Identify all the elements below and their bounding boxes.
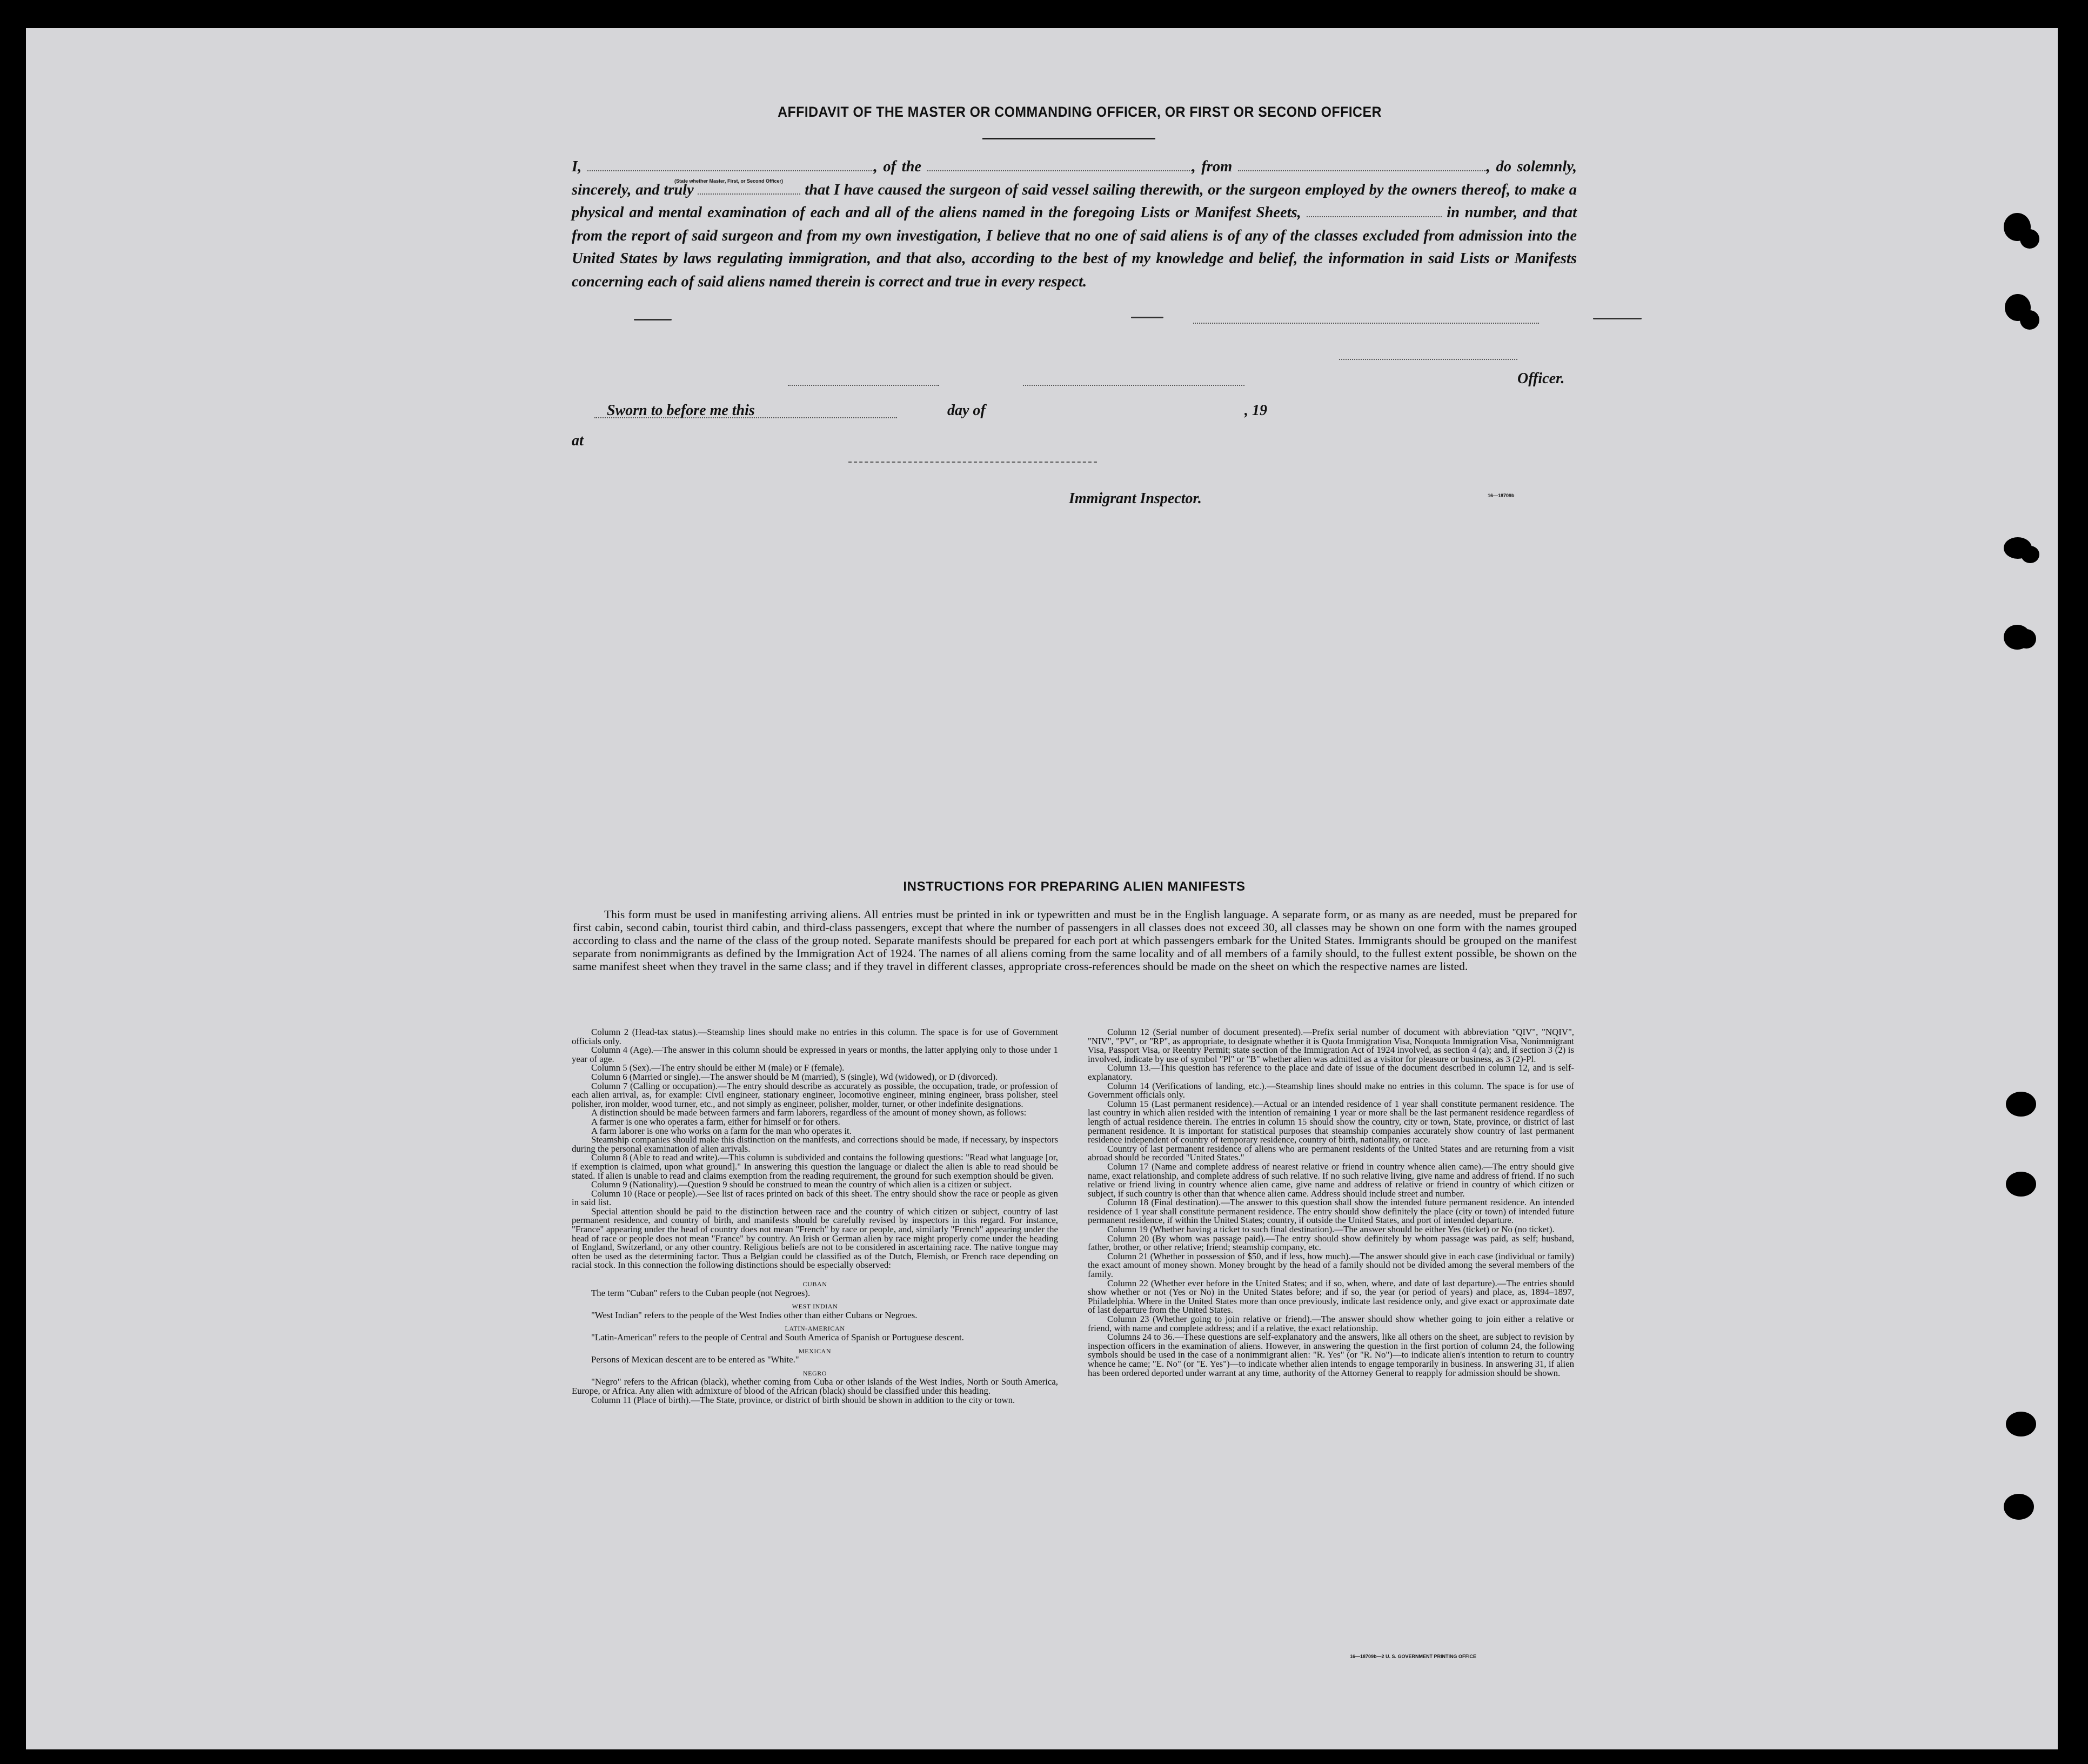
instruction-paragraph: Columns 24 to 36.—These questions are self-explanatory and the answers, like all others on the sheet, are subject to revision by inspection officers in the examination of aliens. However, in answering the question in the first portion of column 24, the following symbols should be used in the case of a nonimmigrant alien: "R. Yes" (or "R. No")—to indicate alien's intention to return to country whence he came; "E. No" (or "E. Yes")—to indicate whether alien intends to engage temporarily in business. In answering 31, if alien has been ordered deported under warrant at any time, authority of the Attorney General to reapply for admission should be shown.	[1088, 1332, 1574, 1378]
instruction-paragraph: Column 15 (Last permanent residence).—Actual or an intended residence of 1 year shall constitute permanent residence. The last country in which alien resided with the intention of remaining 1 year or more shall be the last permanent residence regardless of length of actual residence therein. The entries in column 15 should show the country, city or town, State, province, or district of last permanent residence. It is important for statistical purposes that steamship companies accurately show country of last permanent residence independent of country of temporary residence, country of birth, nationality, or race.	[1088, 1098, 1574, 1145]
instruction-paragraph: Special attention should be paid to the distinction between race and the country of which citizen or subject, country of last permanent residence, and country of birth, and manifests should be carefully revised by inspectors in this regard. For instance, "France" appearing under the head of country does not mean "French" by race or people, and, similarly "French" appearing under the head of race or people does not mean "France" by country. An Irish or German alien by race might properly come under the heading of England, Switzerland, or any other country. Religious beliefs are not to be considered in ascertaining race. The native tongue may often be used as the determining factor. Thus a Belgian could be classified as of the Dutch, Flemish, or French race depending on racial stock. In this connection the following distinctions should be especially observed:	[572, 1206, 1058, 1271]
punch-hole	[2006, 1412, 2036, 1436]
manifest-sheet	[26, 28, 2058, 1749]
punch-hole	[2017, 629, 2036, 649]
instruction-paragraph: Column 17 (Name and complete address of nearest relative or friend in country whence alien came).—The entry should give name, exact relationship, and complete address of such relative. If no such relative living, give name and address of friend. If no such relative or friend living in country whence alien came, give name and address of relative or friend in country of which citizen or subject, if such country is other than that whence alien came. Address should include street and number.	[1088, 1161, 1574, 1199]
definition-heading: CUBAN	[802, 1280, 827, 1288]
sworn-day-blank[interactable]	[788, 385, 939, 386]
inspector-signature-line[interactable]	[848, 462, 1097, 463]
instruction-paragraph: Column 13.—This question has reference to the place and date of issue of the document described in column 12, and is self-explanatory.	[1088, 1063, 1574, 1082]
instruction-paragraph: Column 23 (Whether going to join relative or friend).—The answer should show whether going to join either a relative or friend, with name and complete address; and if a relative, the exact relationship.	[1088, 1314, 1574, 1333]
instruction-paragraph: Steamship companies should make this distinction on the manifests, and corrections should be made, if necessary, by inspectors during the personal examination of alien arrivals.	[572, 1134, 1058, 1154]
port-blank[interactable]	[1238, 158, 1487, 171]
definition-heading: MEXICAN	[798, 1347, 832, 1355]
punch-hole	[2006, 1092, 2036, 1117]
count-blank[interactable]	[1307, 204, 1442, 217]
at-label: at	[572, 432, 584, 449]
definition-heading: WEST INDIAN	[792, 1302, 838, 1311]
signature-line[interactable]	[1193, 323, 1539, 324]
instruction-paragraph: Column 21 (Whether in possession of $50, and if less, how much).—The answer should give in each case (individual or family) the exact amount of money shown. Money brought by the head of a family should not be divided among the several members of the family.	[1088, 1251, 1574, 1280]
instruction-paragraph: Column 6 (Married or single).—The answer should be M (married), S (single), Wd (widowed), or D (divorced).	[591, 1071, 998, 1082]
printing-office-footer: 16—18709b—2 U. S. GOVERNMENT PRINTING OFFICE	[1350, 1654, 1477, 1659]
instruction-paragraph: Column 11 (Place of birth).—The State, province, or district of birth should be shown in addition to the city or town.	[591, 1394, 1015, 1405]
intro-text: This form must be used in manifesting arriving aliens. All entries must be printed in ink or typewritten and must be in the English language. A separate form, or as many as are needed, must be prepared for first cabin, second cabin, tourist third cabin, and third-class passengers, except that where the number of passengers in all classes does not exceed 30, all classes may be shown on one form with the names grouped according to class and the name of the class of the group noted. Separate manifests should be prepared for each port at which passengers embark for the United States. Immigrants should be grouped on the manifest separate from nonimmigrants as defined by the Immigration Act of 1924. The names of all aliens coming from the same locality and of all members of a family should, to the fullest extent possible, be shown on the same manifest sheet when they travel in the same class; and if they travel in different classes, appropriate cross-references should be made on the sheet on which the respective names are listed.	[573, 908, 1577, 973]
instruction-paragraph: A farm laborer is one who works on a farm for the man who operates it.	[591, 1125, 852, 1136]
definition-heading: NEGRO	[802, 1369, 827, 1377]
instruction-paragraph: Column 19 (Whether having a ticket to such final destination).—The answer should be either Yes (ticket) or No (no ticket).	[1107, 1224, 1555, 1235]
day-of-label: day of	[947, 402, 986, 419]
instruction-paragraph: Column 9 (Nationality).—Question 9 should be construed to mean the country of which alien is a citizen or subject.	[591, 1179, 1012, 1190]
instruction-paragraph: Column 4 (Age).—The answer in this column should be expressed in years or months, the latter applying only to those under 1 year of age.	[572, 1045, 1058, 1064]
instruction-paragraph: Column 5 (Sex).—The entry should be either M (male) or F (female).	[591, 1063, 845, 1073]
vessel-blank[interactable]	[927, 158, 1192, 171]
instruction-paragraph: Column 7 (Calling or occupation).—The entry should describe as accurately as possible, the occupation, trade, or profession of each alien arrival, as, for example: Civil engineer, stationary engineer, locomotive engineer, mining engineer, brass polisher, steel polisher, iron molder, wood turner, etc., and not simply as engineer, polisher, molder, turner, or other indefinite designations.	[572, 1080, 1058, 1109]
instructions-intro	[573, 908, 1577, 973]
word-i: I,	[572, 158, 582, 175]
affidavit-text	[572, 156, 1577, 293]
instructions-left-column	[572, 1028, 1058, 1649]
title-rule	[982, 138, 1155, 139]
punch-hole	[2020, 229, 2039, 249]
word-do: , do	[1486, 158, 1511, 175]
sworn-label: Sworn to before me this	[607, 402, 755, 419]
officer-label: Officer.	[1517, 370, 1565, 387]
instruction-paragraph: Column 22 (Whether ever before in the United States; and if so, when, where, and date of last departure).—The entries should show whether or not (Yes or No) in the United States before; and if so, the year (or period of years) and place, as, 1894–1897, Philadelphia. Where in the United States more than once previously, indicate last residence only, and give exact or approximate date of last departure from the United States.	[1088, 1278, 1574, 1315]
instructions-right-column	[1088, 1028, 1574, 1655]
officer-signature-line[interactable]	[1339, 359, 1517, 360]
rank-blank[interactable]	[587, 158, 874, 171]
instruction-paragraph: Country of last permanent residence of aliens who are permanent residents of the United States and are returning from a visit abroad should be recorded "United States."	[1088, 1143, 1574, 1163]
text-that: that I have caused the surgeon of said vessel sailing therewith, or the surgeon employed by the owners thereof, to make a physical and mental examination of each and all of the aliens named in the foregoing Lists or Manifest Sheets,	[572, 181, 1577, 221]
instruction-paragraph: Column 12 (Serial number of document presented).—Prefix serial number of document with abbreviation "QIV", "NQIV", "NIV", "PV", or "RP", as appropriate, to designate whether it is Quota Immigration Visa, Nonquota Immigration Visa, Nonimmigrant Visa, Passport Visa, or Reentry Permit; state section of the Immigration Act of 1924 involved, as section 4 (a); and, if section 3 (2) is involved, indicate by use of symbol "Pl" or "B" whether alien was admitted as a visitor for pleasure or business, as 3 (2)-Pl.	[1088, 1028, 1574, 1064]
form-number: 16—18709b	[1488, 493, 1515, 498]
instruction-paragraph: A distinction should be made between farmers and farm laborers, regardless of the amount of money shown, as follows:	[591, 1107, 1027, 1118]
inspector-label: Immigrant Inspector.	[1069, 490, 1202, 507]
text-in-number: in number, and that from the report of said surgeon and from my own investigation, I believe that no one of said aliens is of any of the classes excluded from admission into the United States by laws regulating immigration, and that also, according to the best of my knowledge and belief, the information in said Lists or Manifests concerning each of said aliens named therein is correct and true in every respect.	[572, 204, 1577, 290]
instruction-paragraph: Column 10 (Race or people).—See list of races printed on back of this sheet. The entry should show the race or people as given in said list.	[572, 1188, 1058, 1208]
instruction-paragraph: Column 18 (Final destination).—The answer to this question shall show the intended future permanent residence. An intended residence of 1 year shall constitute permanent residence. The entry should show definitely the place (city or town) of intended future permanent residence, if within the United States; country, if outside the United States, and port of intended departure.	[1088, 1197, 1574, 1226]
instruction-paragraph: Column 8 (Able to read and write).—This column is subdivided and contains the following questions: "Read what language [or, if exemption is claimed, upon what ground]." In answering this question the language or dialect the alien is able to read should be stated. If alien is unable to read and claims exemption from the reading requirement, the ground for such exemption should be given.	[572, 1152, 1058, 1181]
definition-text: Persons of Mexican descent are to be entered as "White."	[591, 1354, 799, 1365]
word-solemnly: solemnly, sincerely, and truly	[572, 158, 1577, 198]
definition-heading: LATIN-AMERICAN	[785, 1325, 845, 1333]
year-label: , 19	[1244, 402, 1267, 419]
place-blank[interactable]	[594, 417, 897, 418]
ink-mark	[1593, 318, 1642, 319]
definition-text: "Negro" refers to the African (black), whether coming from Cuba or other islands of the West Indies, North or South America, Europe, or Africa. Any alien with admixture of blood of the African (black) should be classified under this heading.	[572, 1377, 1058, 1396]
instruction-paragraph: Column 2 (Head-tax status).—Steamship lines should make no entries in this column. The space is for use of Government officials only.	[572, 1028, 1058, 1046]
punch-hole	[2020, 310, 2039, 330]
sworn-month-blank[interactable]	[1023, 385, 1244, 386]
instruction-paragraph: A farmer is one who operates a farm, either for himself or for others.	[591, 1116, 840, 1127]
punch-hole	[2006, 1172, 2036, 1197]
definition-text: "West Indian" refers to the people of the West Indies other than either Cubans or Negroes.	[591, 1309, 918, 1320]
definition-text: "Latin-American" refers to the people of Central and South America of Spanish or Portuguese descent.	[591, 1332, 964, 1342]
affidavit-title: AFFIDAVIT OF THE MASTER OR COMMANDING OFFICER, OR FIRST OR SECOND OFFICER	[778, 104, 1382, 120]
ink-mark	[1131, 317, 1163, 318]
word-from: , from	[1192, 158, 1233, 175]
instruction-paragraph: Column 14 (Verifications of landing, etc.).—Steamship lines should make no entries in this column. The space is for use of Government officials only.	[1088, 1080, 1574, 1100]
ink-mark	[634, 319, 672, 320]
rank-note: (State whether Master, First, or Second Officer)	[674, 178, 784, 184]
word-of-the: , of the	[873, 158, 922, 175]
definition-text: The term "Cuban" refers to the Cuban people (not Negroes).	[591, 1287, 811, 1298]
instruction-paragraph: Column 20 (By whom was passage paid).—The entry should show definitely by whom passage was paid, as self; husband, father, brother, or other relative; friend; steamship company, etc.	[1088, 1233, 1574, 1253]
punch-hole	[2021, 546, 2039, 563]
punch-hole	[2004, 1494, 2034, 1520]
instructions-title: INSTRUCTIONS FOR PREPARING ALIEN MANIFESTS	[903, 879, 1246, 894]
